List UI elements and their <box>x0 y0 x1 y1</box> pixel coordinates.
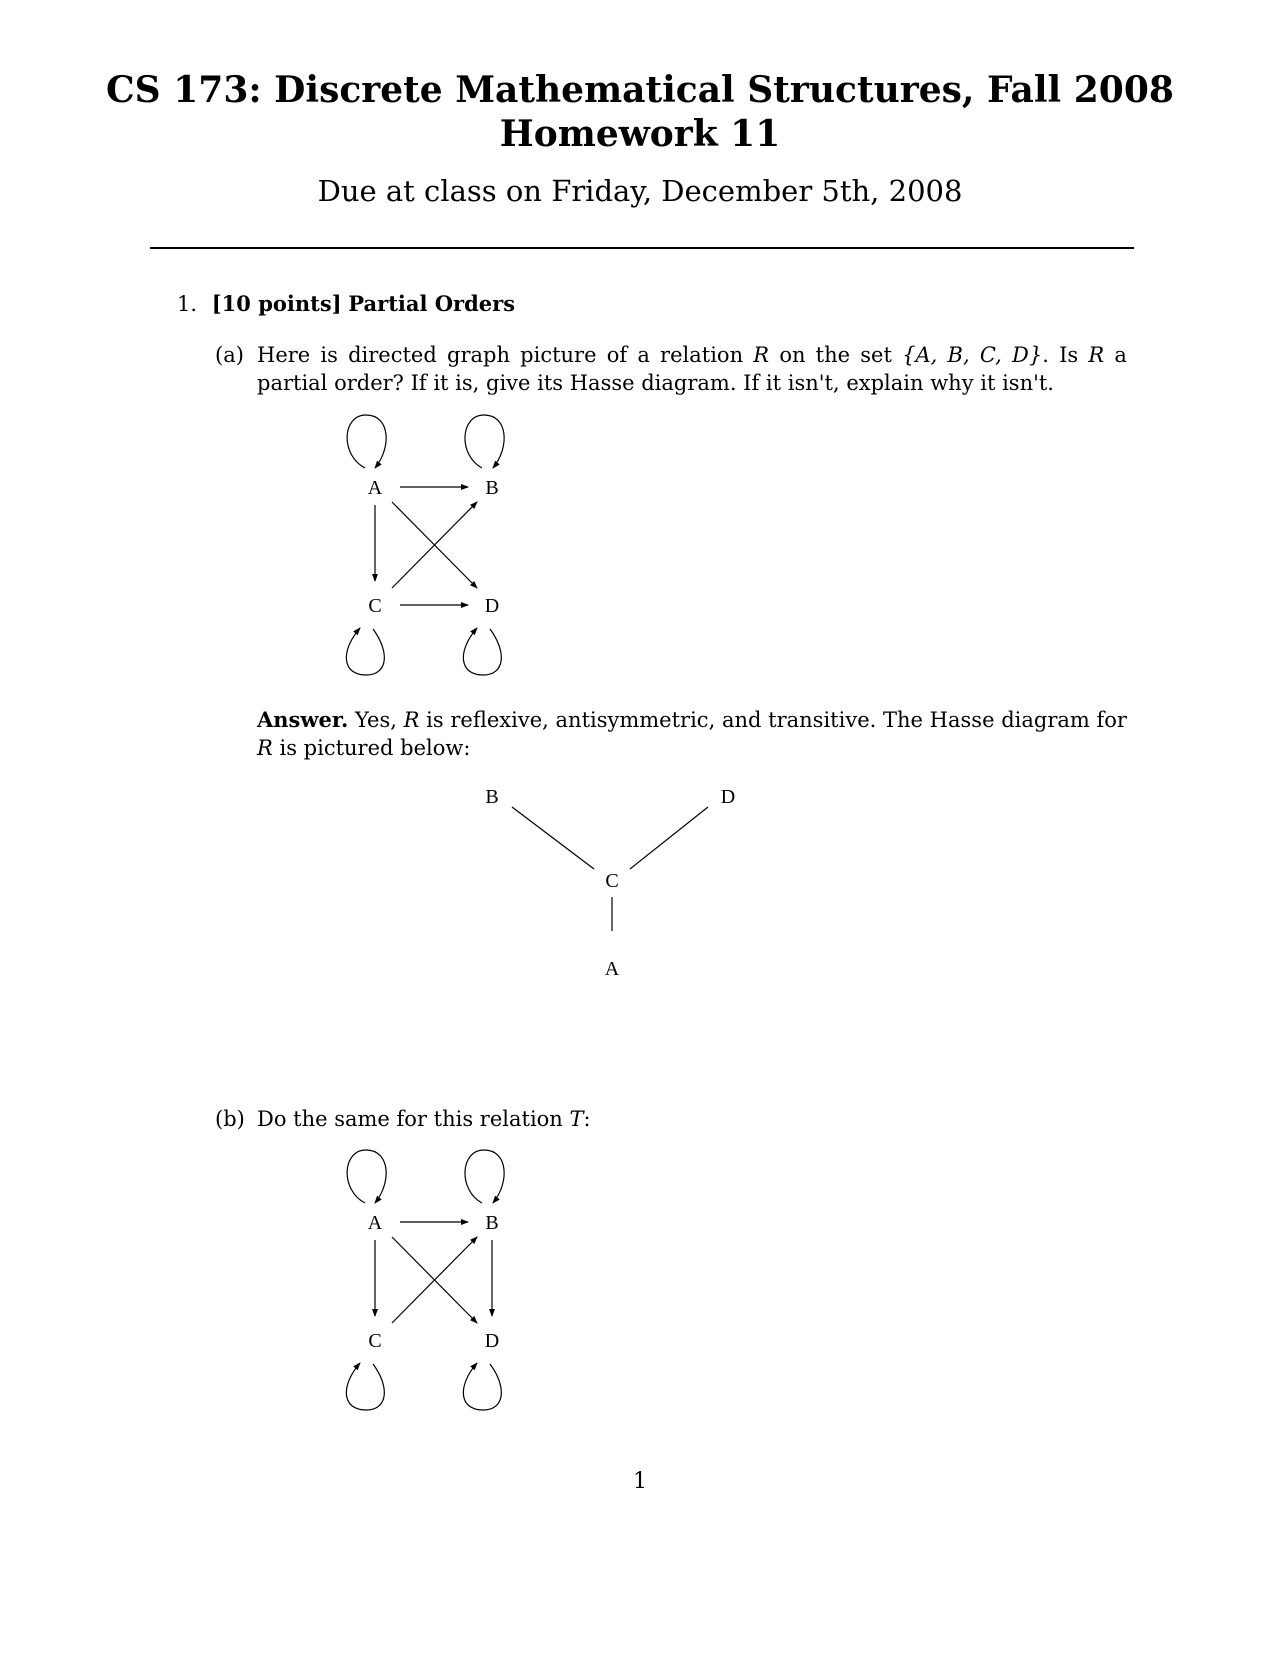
hasse-node-a: A <box>604 958 620 980</box>
part-a-question: Here is directed graph picture of a relation R on the set {A, B, C, D}. Is R a partial order? If it is, give its Hasse diagram. If it isn't, explain why it isn't. <box>257 343 1127 395</box>
problem-points: [10 points] <box>211 291 342 316</box>
header-divider <box>150 247 1134 249</box>
loop-c <box>346 1363 384 1410</box>
hasse-node-c: C <box>605 870 619 892</box>
hasse-node-b: B <box>485 786 499 808</box>
relation-t-digraph <box>330 1140 530 1420</box>
loop-c <box>346 628 384 675</box>
relation-r-digraph <box>330 405 530 685</box>
problem-1-heading <box>177 290 515 318</box>
node-d: D <box>484 595 500 617</box>
set-abcd: {A, B, C, D} <box>902 343 1043 367</box>
node-a: A <box>367 1212 383 1234</box>
hasse-diagram <box>470 775 750 995</box>
var-t: T <box>569 1107 584 1131</box>
node-d: D <box>484 1330 500 1352</box>
node-c: C <box>368 1330 382 1352</box>
loop-b <box>465 1150 504 1203</box>
part-a-label: (a) <box>215 343 244 367</box>
document-title-line2: Homework 11 <box>499 113 781 155</box>
node-a: A <box>367 477 383 499</box>
loop-d <box>463 628 501 675</box>
problem-title: Partial Orders <box>348 291 516 316</box>
part-b-label: (b) <box>215 1107 245 1131</box>
part-b-question: Do the same for this relation T: <box>257 1107 591 1131</box>
answer-label: Answer. <box>257 707 349 732</box>
loop-d <box>463 1363 501 1410</box>
problem-number: 1. <box>177 292 198 316</box>
page-number: 1 <box>633 1469 647 1494</box>
node-c: C <box>368 595 382 617</box>
hasse-edge-d-c <box>630 807 708 869</box>
document-title-line1: CS 173: Discrete Mathematical Structures, Fall 2008 <box>106 69 1174 111</box>
due-date: Due at class on Friday, December 5th, 2008 <box>317 174 963 208</box>
node-b: B <box>485 1212 499 1234</box>
var-r: R <box>753 343 770 367</box>
answer-paragraph: Answer. Yes, R is reflexive, antisymmetric, and transitive. The Hasse diagram for R is pictured below: <box>257 707 1127 760</box>
hasse-edge-b-c <box>512 807 594 869</box>
loop-b <box>465 415 504 468</box>
hasse-node-d: D <box>720 786 736 808</box>
node-b: B <box>485 477 499 499</box>
loop-a <box>347 1150 386 1203</box>
loop-a <box>347 415 386 468</box>
